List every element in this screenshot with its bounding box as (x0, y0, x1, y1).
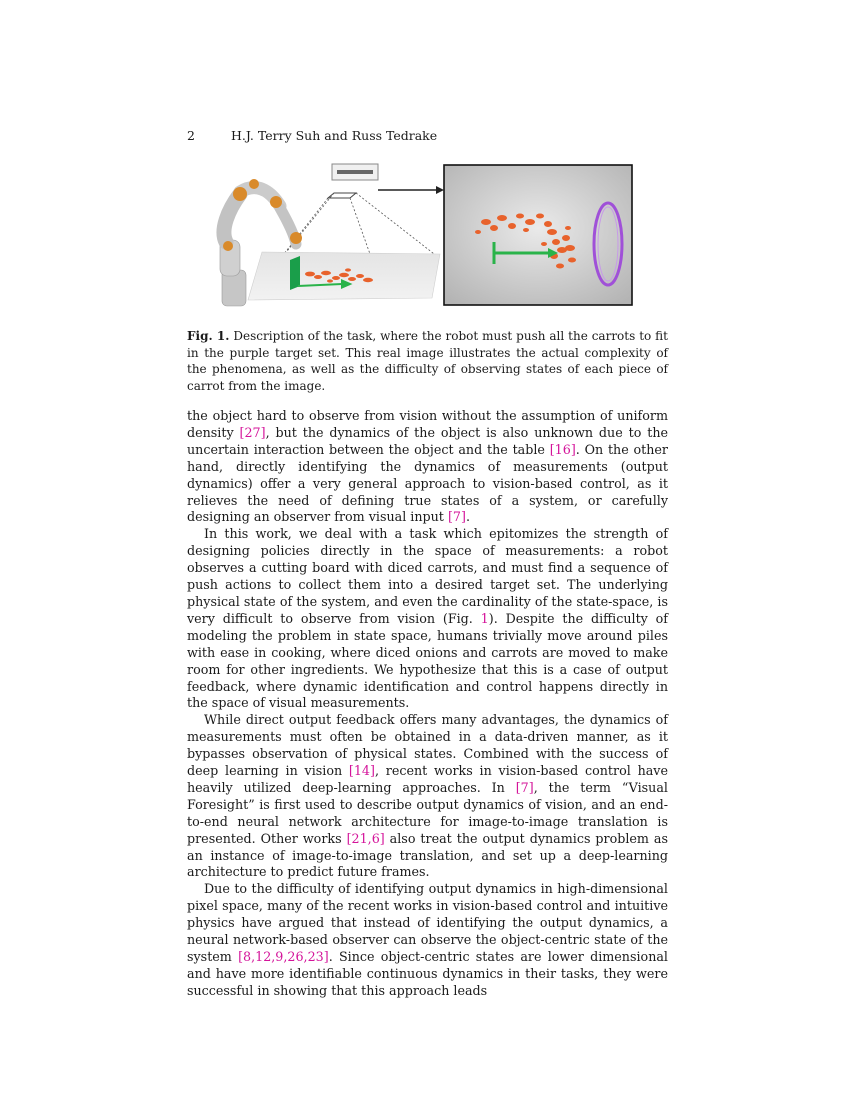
paragraph-2 (187, 526, 668, 712)
text-run: While direct output feedback offers many advantages, the dynamics of measurements must often be obtained in a data-driven manner, as it bypasses observation of physical states. Combined with the success of deep learning in vision (187, 712, 668, 779)
figure-caption (187, 328, 668, 394)
text-run: also treat the output dynamics problem as an instance of image-to-image translation, and set up a deep-learning architecture to predict future frames. (187, 830, 669, 880)
text-run: , recent works in vision-based control have heavily utilized deep-learning approaches. In (187, 763, 668, 795)
paragraph-3 (187, 712, 668, 881)
text-run: ). Despite the difficulty of modeling the problem in state space, humans trivially move around piles with ease in cooking, where diced onions and carrots are moved to make room for other ingredients. We hypothesize that this is a case of output feedback, where dynamic identification and control happens directly in the space of visual measurements. (187, 610, 668, 711)
paragraph-4 (187, 881, 668, 999)
citation-link[interactable]: [27] (239, 424, 266, 440)
camera-image-panel (444, 165, 632, 305)
caption-text: Description of the task, where the robot must push all the carrots to fit in the purple target set. This real image illustrates the actual complexity of the phenomena, as well as the difficulty of observing states of each piece of carrot from the image. (187, 329, 668, 393)
citation-link[interactable]: [8,12,9,26,23] (238, 949, 329, 964)
camera (328, 164, 378, 198)
citation-link[interactable]: [16] (549, 441, 576, 457)
pusher-plate (290, 256, 300, 290)
text-run: In this work, we deal with a task which epitomizes the strength of designing policies directly in the space of measurements: a robot observes a cutting board with diced carrots, and must find a sequence of push actions to collect them into a desired target set. The underlying physical state of the system, and even the cardinality of the state-space, is very difficult to observe from vision (Fig. (187, 526, 668, 626)
body-text (187, 408, 668, 1000)
figure-reference-link[interactable]: 1 (480, 610, 489, 626)
citation-link[interactable]: [14] (348, 763, 375, 779)
running-header (187, 128, 437, 143)
connector-arrow (378, 186, 444, 194)
text-run: Due to the difficulty of identifying output dynamics in high-dimensional pixel space, many of the recent works in vision-based control and intuitive physics have argued that instead of identifying the output dynamics, a neural network-based observer can observe the object-centric state of the system (187, 881, 668, 964)
text-run: . On the other hand, directly identifying the dynamics of measurements (output dynamics) offer a very general approach to vision-based control, as it relieves the need of defining true states of a system, or carefully designing an observer from visual input (187, 441, 668, 525)
citation-link[interactable]: [7] (515, 779, 534, 795)
text-run: the object hard to observe from vision without the assumption of uniform density (187, 408, 668, 440)
text-run: . Since object-centric states are lower dimensional and have more identifiable continuous dynamics in their tasks, they were successful in showing that this approach leads (187, 949, 668, 998)
text-run: , the term “Visual Foresight” is first used to describe output dynamics of vision, and an end-to-end neural network architecture for image-to-image translation is presented. Other works (187, 779, 668, 846)
figure-1 (210, 160, 650, 310)
citation-link[interactable]: [7] (447, 509, 466, 525)
paragraph-1 (187, 408, 668, 526)
text-run: . (465, 509, 470, 525)
text-run: , but the dynamics of the object is also unknown due to the uncertain interaction between the object and the table (187, 424, 668, 457)
caption-label: Fig. 1. (187, 329, 230, 343)
citation-link[interactable]: [21,6] (346, 830, 385, 846)
authors: H.J. Terry Suh and Russ Tedrake (231, 128, 438, 143)
page-number: 2 (187, 128, 195, 143)
